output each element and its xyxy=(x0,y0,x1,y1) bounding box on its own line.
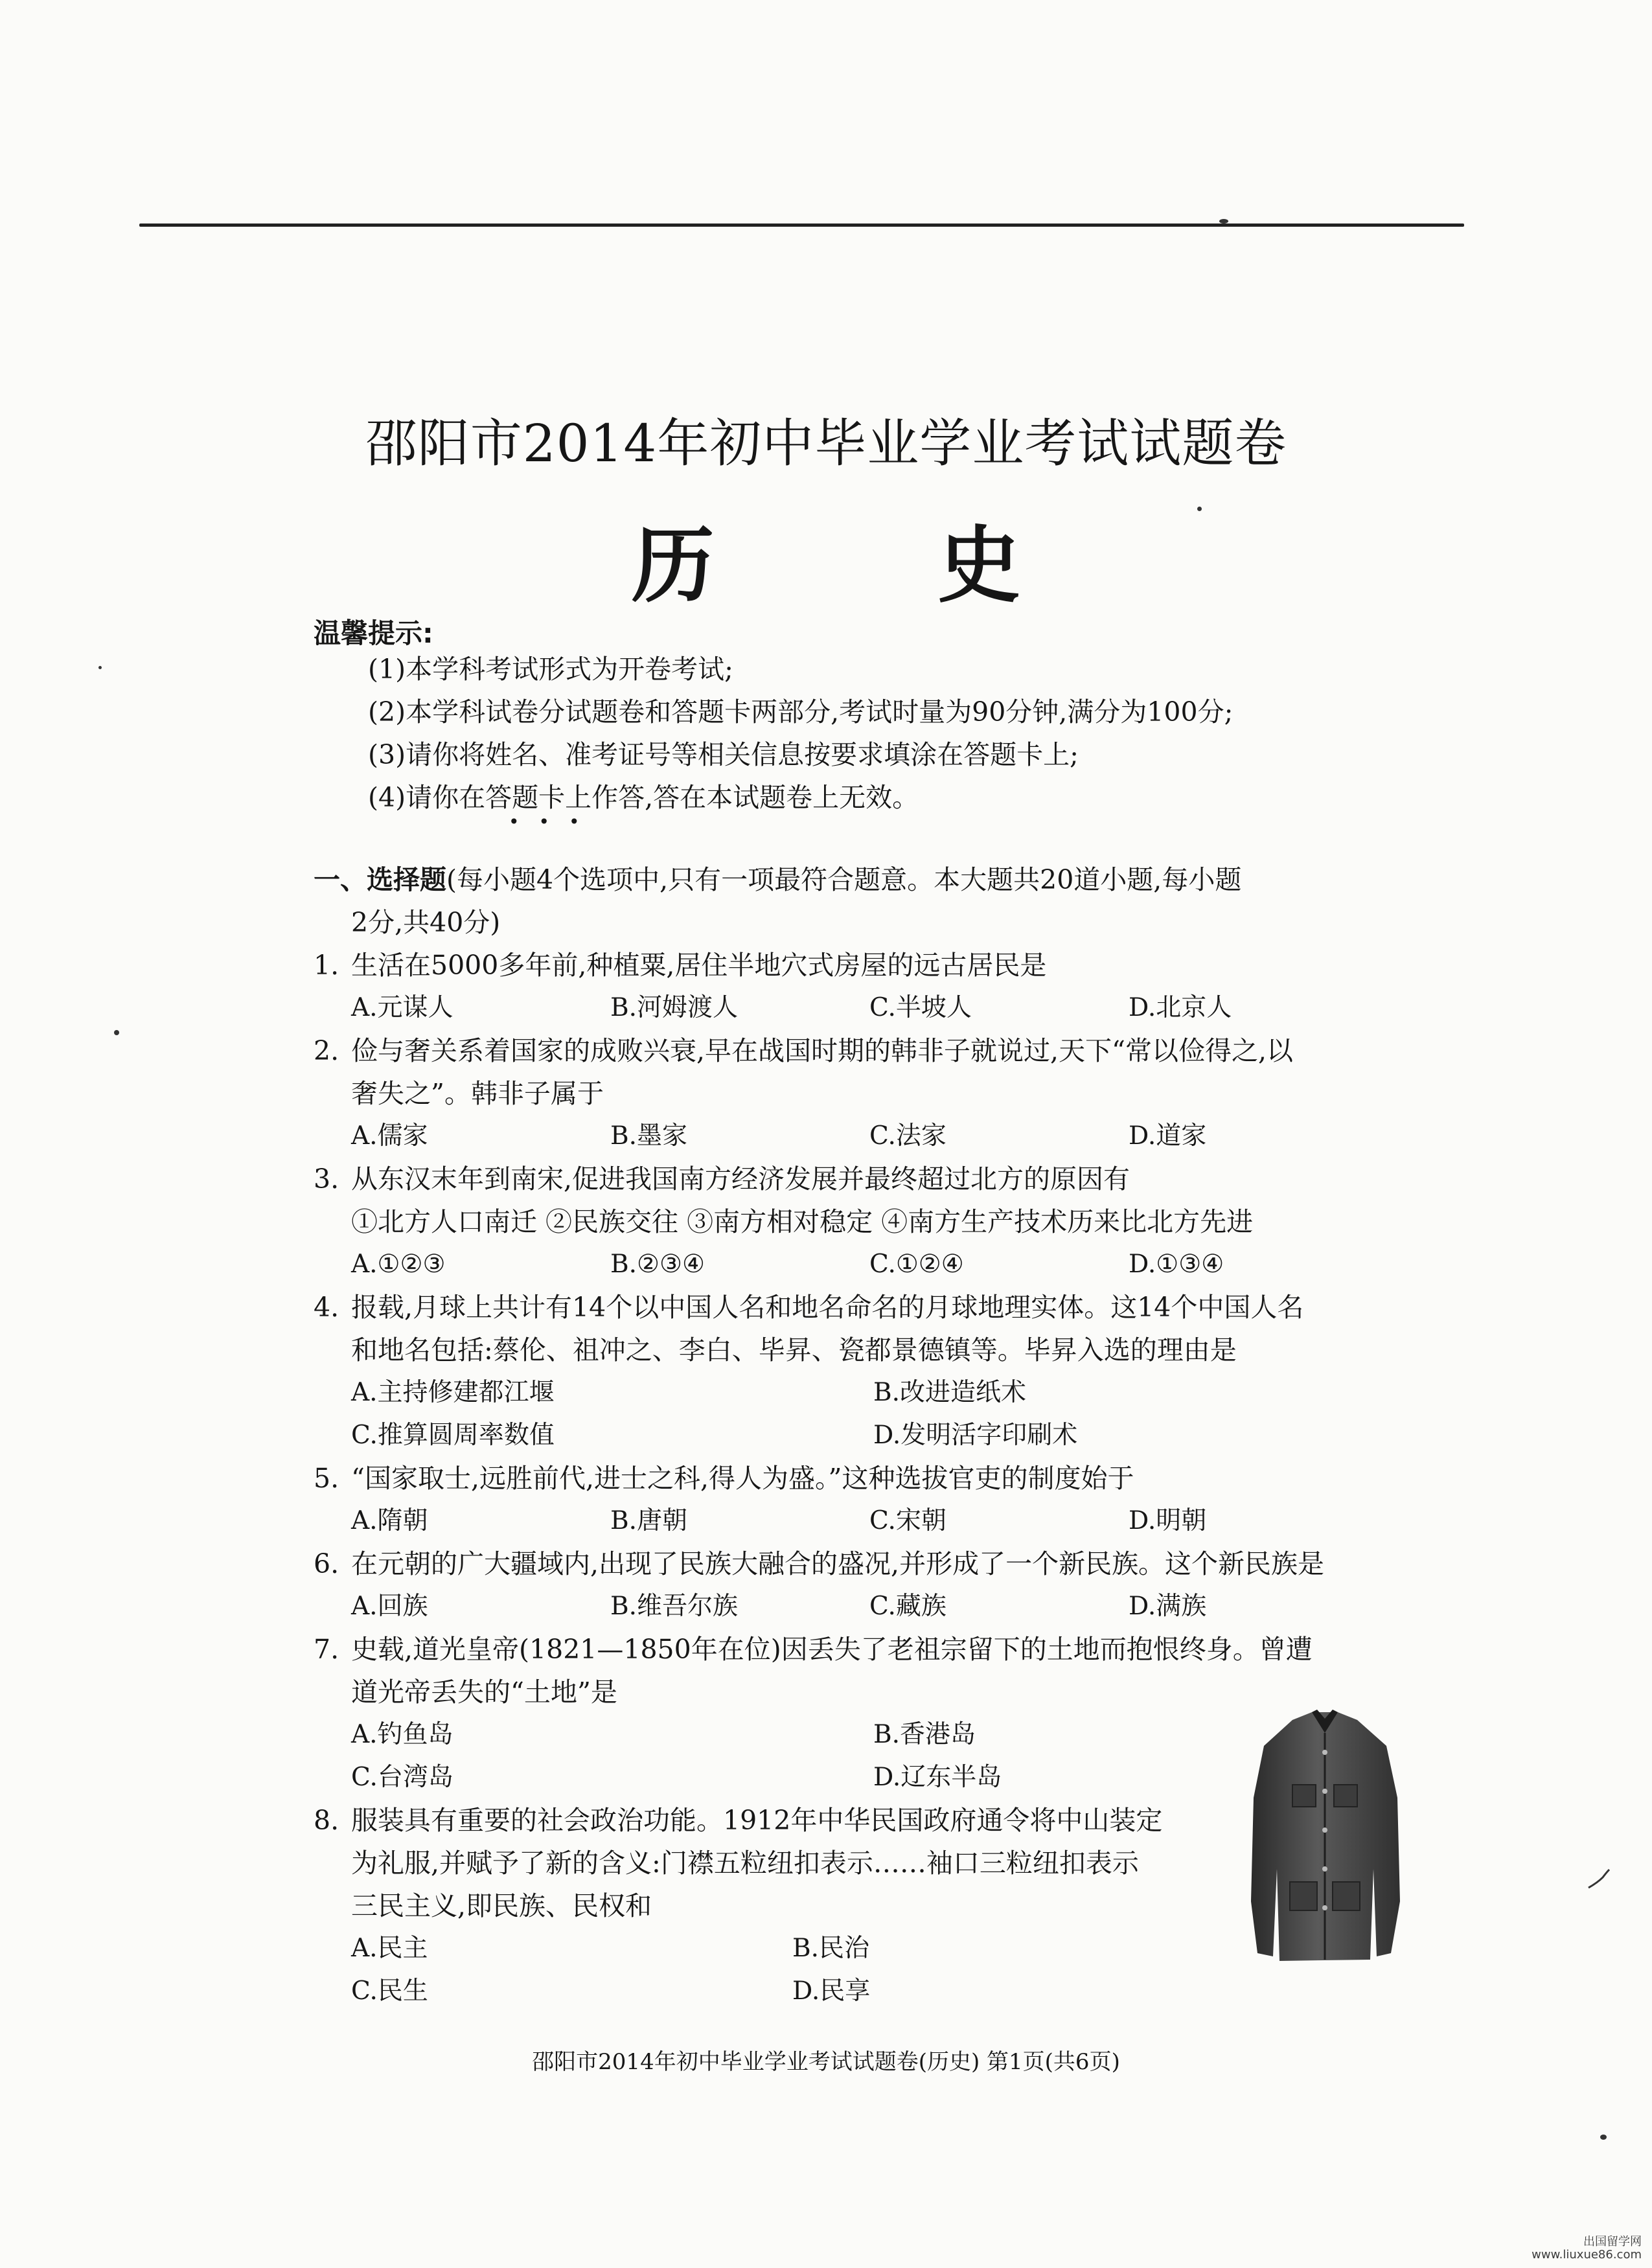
emphasis-dots: ••• xyxy=(509,811,599,832)
watermark-line1: 出国留学网 xyxy=(1583,2235,1642,2249)
option-a: A.钓鱼岛 xyxy=(351,1720,453,1749)
tips-heading: 温馨提示: xyxy=(314,617,433,649)
tip-item: (1)本学科考试形式为开卷考试; xyxy=(368,654,733,685)
question-number: 1. xyxy=(314,950,339,981)
options xyxy=(314,1500,1402,1542)
tip-item: (3)请你将姓名、准考证号等相关信息按要求填涂在答题卡上; xyxy=(368,739,1079,770)
question-number: 8. xyxy=(314,1805,339,1836)
zhongshan-suit-photo xyxy=(1247,1707,1403,1974)
scan-speck xyxy=(1600,2135,1607,2140)
question-number: 6. xyxy=(314,1548,339,1579)
tip-item: (4)请你在答题卡上作答,答在本试题卷上无效。 xyxy=(368,782,919,813)
option-a: A.回族 xyxy=(351,1592,428,1621)
option-c: C.台湾岛 xyxy=(351,1763,453,1792)
option-d: D.满族 xyxy=(1129,1592,1207,1621)
options xyxy=(314,1927,1233,1970)
section-header xyxy=(314,858,1402,944)
option-d: D.明朝 xyxy=(1129,1506,1207,1535)
option-b: B.②③④ xyxy=(610,1250,705,1279)
options xyxy=(314,1585,1402,1628)
question-stem-cont: 道光帝丢失的“土地”是 xyxy=(351,1677,617,1708)
options xyxy=(314,1970,1233,2013)
option-b: B.唐朝 xyxy=(610,1506,688,1535)
option-a: A.隋朝 xyxy=(351,1506,428,1535)
question-stem-cont: ①北方人口南迁 ②民族交往 ③南方相对稳定 ④南方生产技术历来比北方先进 xyxy=(351,1206,1254,1237)
question-number: 7. xyxy=(314,1634,339,1665)
scan-speck xyxy=(1219,219,1228,223)
option-b: B.墨家 xyxy=(610,1121,688,1151)
question-stem-cont: 为礼服,并赋予了新的含义:门襟五粒纽扣表示……袖口三粒纽扣表示 xyxy=(351,1848,1139,1879)
options xyxy=(314,1243,1402,1286)
question-number: 4. xyxy=(314,1292,339,1323)
options xyxy=(314,1371,1402,1414)
options xyxy=(314,1115,1402,1158)
option-c: C.推算圆周率数值 xyxy=(351,1421,555,1450)
option-b: B.河姆渡人 xyxy=(610,993,739,1022)
scan-speck xyxy=(98,666,102,669)
question-8 xyxy=(314,1799,1233,2013)
option-a: A.儒家 xyxy=(351,1121,428,1151)
option-c: C.半坡人 xyxy=(869,993,972,1022)
question-6 xyxy=(314,1542,1402,1628)
question-stem-cont: 和地名包括:蔡伦、祖冲之、李白、毕昇、瓷都景德镇等。毕昇入选的理由是 xyxy=(351,1334,1237,1366)
option-c: C.①②④ xyxy=(869,1250,964,1279)
section-title: 一、选择题 xyxy=(314,864,446,895)
question-number: 5. xyxy=(314,1463,339,1494)
option-d: D.北京人 xyxy=(1129,993,1232,1022)
watermark-line2: www.liuxue86.com xyxy=(1532,2248,1642,2262)
question-1 xyxy=(314,944,1402,1029)
options xyxy=(314,1414,1402,1457)
question-list xyxy=(314,944,1402,2013)
tip-item: (2)本学科试卷分试题卷和答题卡两部分,考试时量为90分钟,满分为100分; xyxy=(368,696,1233,727)
option-b: B.香港岛 xyxy=(873,1720,976,1749)
question-stem: “国家取士,远胜前代,进士之科,得人为盛。”这种选拔官吏的制度始于 xyxy=(351,1463,1134,1494)
question-stem: 在元朝的广大疆域内,出现了民族大融合的盛况,并形成了一个新民族。这个新民族是 xyxy=(351,1548,1325,1579)
question-stem: 服装具有重要的社会政治功能。1912年中华民国政府通令将中山装定 xyxy=(351,1805,1163,1836)
question-stem: 从东汉末年到南宋,促进我国南方经济发展并最终超过北方的原因有 xyxy=(351,1163,1130,1195)
option-d: D.辽东半岛 xyxy=(873,1763,1002,1792)
question-stem: 生活在5000多年前,种植粟,居住半地穴式房屋的远古居民是 xyxy=(351,950,1047,981)
option-c: C.法家 xyxy=(869,1121,946,1151)
option-c: C.藏族 xyxy=(869,1592,946,1621)
option-d: D.①③④ xyxy=(1129,1250,1224,1279)
section-note: (每小题4个选项中,只有一项最符合题意。本大题共20道小题,每小题 xyxy=(446,864,1242,895)
option-c: C.宋朝 xyxy=(869,1506,946,1535)
top-rule xyxy=(139,223,1464,227)
option-a: A.民主 xyxy=(351,1934,428,1963)
question-3 xyxy=(314,1158,1402,1286)
option-b: B.维吾尔族 xyxy=(610,1592,739,1621)
question-stem: 史载,道光皇帝(1821—1850年在位)因丢失了老祖宗留下的土地而抱恨终身。曾遭 xyxy=(351,1634,1313,1665)
subject-title: 历 史 xyxy=(631,517,1118,614)
options xyxy=(314,987,1402,1029)
question-5 xyxy=(314,1457,1402,1542)
tips-list xyxy=(368,648,1233,819)
question-stem: 俭与奢关系着国家的成败兴衰,早在战国时期的韩非子就说过,天下“常以俭得之,以 xyxy=(351,1035,1294,1066)
question-2 xyxy=(314,1029,1402,1158)
option-a: A.①②③ xyxy=(351,1250,446,1279)
exam-title: 邵阳市2014年初中毕业学业考试试题卷 xyxy=(365,413,1287,474)
option-c: C.民生 xyxy=(351,1976,428,2006)
question-7 xyxy=(314,1628,1402,1799)
page-footer: 邵阳市2014年初中毕业学业考试试题卷(历史) 第1页(共6页) xyxy=(532,2049,1120,2075)
option-d: D.发明活字印刷术 xyxy=(873,1421,1078,1450)
scan-speck xyxy=(114,1030,119,1035)
pen-mark xyxy=(1586,1866,1612,1892)
question-number: 3. xyxy=(314,1163,339,1195)
option-b: B.民治 xyxy=(792,1934,870,1963)
question-number: 2. xyxy=(314,1035,339,1066)
option-d: D.民享 xyxy=(792,1976,871,2006)
option-d: D.道家 xyxy=(1129,1121,1207,1151)
options xyxy=(314,1756,1402,1799)
option-a: A.元谋人 xyxy=(351,993,453,1022)
option-b: B.改进造纸术 xyxy=(873,1378,1027,1407)
question-4 xyxy=(314,1286,1402,1457)
section-note-cont: 2分,共40分) xyxy=(351,907,501,938)
question-stem-cont: 奢失之”。韩非子属于 xyxy=(351,1078,604,1109)
question-stem-cont: 三民主义,即民族、民权和 xyxy=(351,1890,652,1921)
options xyxy=(314,1713,1402,1756)
option-a: A.主持修建都江堰 xyxy=(351,1378,555,1407)
question-stem: 报载,月球上共计有14个以中国人名和地名命名的月球地理实体。这14个中国人名 xyxy=(351,1292,1304,1323)
site-watermark xyxy=(1532,2236,1642,2262)
